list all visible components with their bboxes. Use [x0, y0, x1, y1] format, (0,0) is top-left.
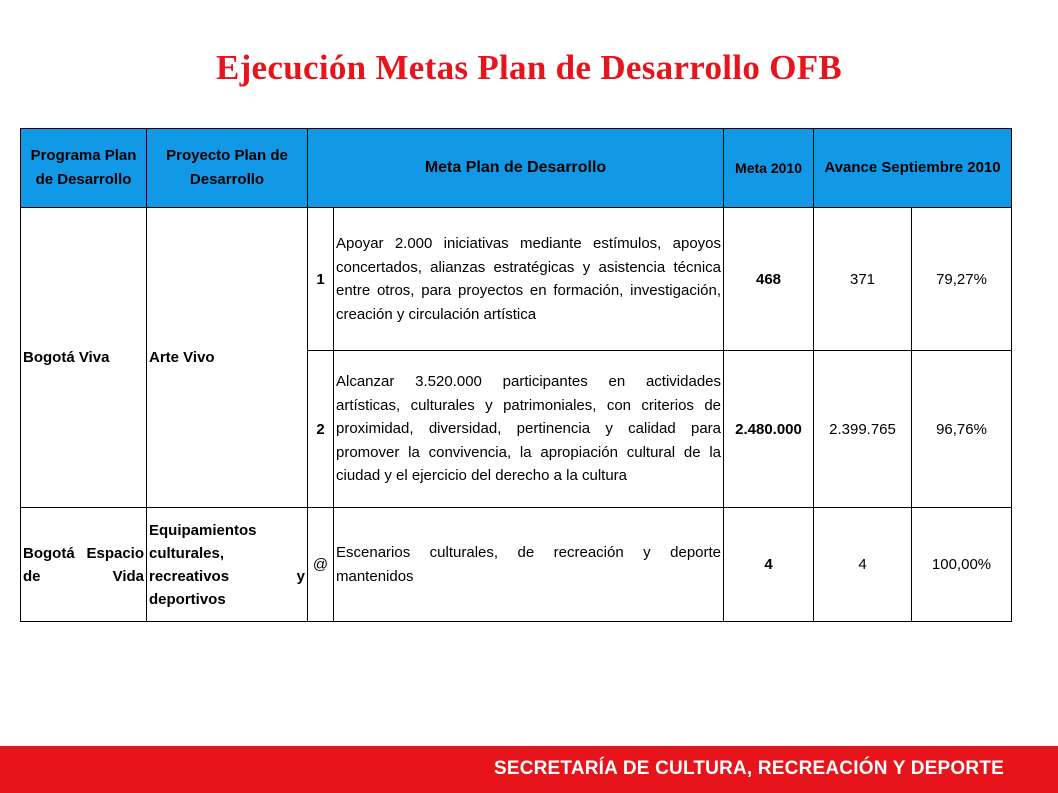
- table-row: [21, 508, 1012, 622]
- programa-cell: Bogotá Espacio de Vida: [21, 508, 147, 622]
- programa-cell: Bogotá Viva: [21, 208, 147, 508]
- avance-percent: 79,27%: [912, 208, 1012, 351]
- meta-2010-value: 4: [724, 508, 814, 622]
- meta-number: @: [308, 508, 334, 622]
- avance-value: 2.399.765: [814, 351, 912, 508]
- meta-number: 1: [308, 208, 334, 351]
- avance-value: 371: [814, 208, 912, 351]
- meta-description: Escenarios culturales, de recreación y deporte mantenidos: [334, 508, 724, 622]
- meta-description: Apoyar 2.000 iniciativas mediante estímulos, apoyos concertados, alianzas estratégicas y asistencia técnica entre otros, para proyectos en formación, investigación, creación y circulación artística: [334, 208, 724, 351]
- header-avance: Avance Septiembre 2010: [814, 129, 1012, 208]
- header-row: [21, 129, 1012, 208]
- goals-table: [20, 128, 1012, 622]
- header-meta-plan: Meta Plan de Desarrollo: [308, 129, 724, 208]
- page-title: Ejecución Metas Plan de Desarrollo OFB: [215, 48, 843, 87]
- header-meta-2010: Meta 2010: [724, 129, 814, 208]
- avance-value: 4: [814, 508, 912, 622]
- header-programa: Programa Plan de Desarrollo: [21, 129, 147, 208]
- meta-2010-value: 2.480.000: [724, 351, 814, 508]
- meta-2010-value: 468: [724, 208, 814, 351]
- avance-percent: 96,76%: [912, 351, 1012, 508]
- footer-organization: SECRETARÍA DE CULTURA, RECREACIÓN Y DEPORTE: [493, 758, 1004, 779]
- table-row: [21, 208, 1012, 351]
- meta-description: Alcanzar 3.520.000 participantes en actividades artísticas, culturales y patrimoniales, con criterios de proximidad, diversidad, pertinencia y calidad para promover la convivencia, la apropiación cultural de la ciudad y el ejercicio del derecho a la cultura: [334, 351, 724, 508]
- header-proyecto: Proyecto Plan de Desarrollo: [147, 129, 308, 208]
- proyecto-cell: Arte Vivo: [147, 208, 308, 508]
- footer-bar: [0, 746, 1058, 793]
- proyecto-cell: Equipamientos culturales, recreativos y deportivos: [147, 508, 308, 622]
- meta-number: 2: [308, 351, 334, 508]
- avance-percent: 100,00%: [912, 508, 1012, 622]
